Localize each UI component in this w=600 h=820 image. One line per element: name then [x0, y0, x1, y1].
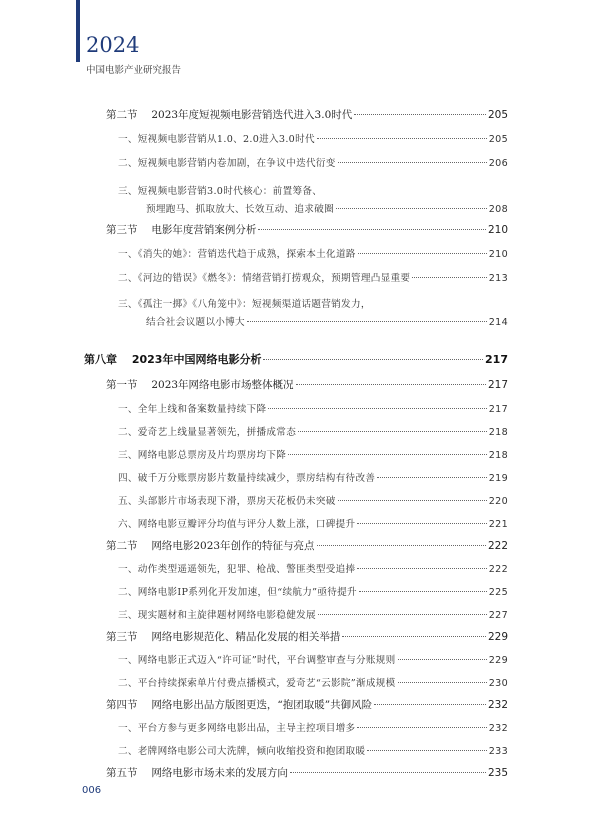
toc-entry-label: 第五节 网络电影市场未来的发展方向 — [106, 767, 288, 779]
toc-entry-page: 206 — [488, 158, 508, 169]
toc-entry[interactable] — [118, 179, 508, 198]
toc-entry[interactable] — [118, 270, 508, 284]
toc-entry-label: 二、短视频电影营销内卷加剧，在争议中迭代衍变 — [118, 158, 336, 169]
toc-leader — [358, 253, 487, 254]
toc-entry[interactable] — [118, 424, 508, 438]
toc-entry-page: 222 — [488, 564, 508, 575]
toc-entry[interactable] — [118, 246, 508, 260]
toc-entry-label: 一、短视频电影营销从1.0、2.0进入3.0时代 — [118, 134, 315, 145]
toc-leader — [268, 408, 486, 409]
toc-entry-page: 227 — [488, 610, 508, 621]
toc-entry-label: 一、动作类型遥遥领先，犯罪、枪战、警匪类型受追捧 — [118, 564, 356, 575]
toc-entry[interactable] — [106, 765, 508, 780]
toc-entry-label: 预埋跑马、抓取放大、长效互动、追求破圈 — [146, 204, 334, 215]
toc-entry-page: 230 — [488, 678, 508, 689]
toc-leader — [247, 321, 487, 322]
toc-entry-page: 205 — [487, 109, 508, 121]
toc-leader — [367, 750, 486, 751]
report-title: 中国电影产业研究报告 — [86, 65, 182, 76]
toc-entry-label: 第三节 电影年度营销案例分析 — [106, 224, 257, 236]
toc-entry-page: 235 — [487, 767, 508, 779]
toc-entry-label: 结合社会议题以小博大 — [146, 317, 245, 328]
toc-leader — [317, 138, 487, 139]
toc-leader — [398, 682, 487, 683]
toc-leader — [317, 545, 486, 546]
toc-entry-label: 三、《孤注一掷》《八角笼中》：短视频渠道话题营销发力， — [118, 299, 371, 310]
toc-entry-label: 一、平台方参与更多网络电影出品，主导主控项目增多 — [118, 723, 356, 734]
toc-entry[interactable] — [146, 314, 508, 328]
toc-entry-label: 第二节 2023年度短视频电影营销迭代进入3.0时代 — [106, 109, 353, 121]
toc-entry-label: 五、头部影片市场表现下滑，票房天花板仍未突破 — [118, 496, 336, 507]
toc-entry[interactable] — [118, 155, 508, 169]
toc-entry-label: 四、破千万分账票房影片数量持续减少，票房结构有待改善 — [118, 473, 376, 484]
toc-leader — [258, 229, 486, 230]
toc-leader — [298, 431, 487, 432]
toc-leader — [342, 636, 486, 637]
toc-entry[interactable] — [118, 447, 508, 461]
toc-leader — [357, 523, 486, 524]
toc-entry[interactable] — [106, 697, 508, 712]
toc-entry-page: 217 — [487, 379, 508, 391]
toc-entry[interactable] — [118, 470, 508, 484]
toc-entry-label: 二、网络电影IP系列化开发加速，但“续航力”亟待提升 — [118, 587, 357, 598]
toc-entry[interactable] — [118, 401, 508, 415]
toc-entry[interactable] — [118, 652, 508, 666]
toc-chapter-page: 217 — [485, 353, 508, 366]
toc-leader — [412, 277, 486, 278]
toc-entry-page: 217 — [488, 404, 508, 415]
toc-leader — [263, 359, 483, 360]
toc-leader — [398, 659, 487, 660]
header-accent-bar — [76, 0, 80, 62]
toc-entry-page: 232 — [487, 699, 508, 711]
toc-chapter-entry[interactable] — [84, 351, 508, 367]
toc-entry[interactable] — [118, 584, 508, 598]
toc-entry[interactable] — [118, 720, 508, 734]
toc-entry-page: 233 — [488, 746, 508, 757]
toc-entry-label: 二、老牌网络电影公司大洗牌，倾向收缩投资和抱团取暖 — [118, 746, 366, 757]
toc-entry-page: 205 — [488, 134, 508, 145]
toc-entry-label: 二、爱奇艺上线量显著领先，拼播成常态 — [118, 427, 297, 438]
toc-entry-page: 208 — [488, 204, 508, 215]
toc-leader — [288, 454, 487, 455]
toc-leader — [359, 591, 487, 592]
toc-entry-page: 229 — [488, 655, 508, 666]
toc-leader — [336, 208, 487, 209]
toc-entry-label: 第三节 网络电影规范化、精品化发展的相关举措 — [106, 631, 341, 643]
toc-entry-page: 210 — [487, 224, 508, 236]
toc-entry-page: 222 — [487, 540, 508, 552]
toc-entry[interactable] — [118, 561, 508, 575]
toc-entry-label: 第二节 网络电影2023年创作的特征与亮点 — [106, 540, 315, 552]
toc-chapter-label: 第八章 2023年中国网络电影分析 — [84, 353, 262, 366]
toc-entry-label: 六、网络电影豆瓣评分均值与评分人数上涨，口碑提升 — [118, 519, 356, 530]
toc-entry[interactable] — [146, 201, 508, 215]
toc-entry[interactable] — [118, 743, 508, 757]
toc-entry-label: 一、网络电影正式迈入“许可证”时代，平台调整审查与分账规则 — [118, 655, 396, 666]
toc-entry-label: 第一节 2023年网络电影市场整体概况 — [106, 379, 294, 391]
toc-entry[interactable] — [118, 607, 508, 621]
toc-entry[interactable] — [106, 629, 508, 644]
toc-entry-label: 第四节 网络电影出品方版图更迭，“抱团取暖”共御风险 — [106, 699, 373, 711]
toc-leader — [357, 568, 486, 569]
toc-entry-page: 213 — [488, 273, 508, 284]
toc-entry-page: 229 — [487, 631, 508, 643]
toc-leader — [377, 477, 487, 478]
toc-leader — [296, 384, 486, 385]
toc-entry-label: 三、现实题材和主旋律题材网络电影稳健发展 — [118, 610, 316, 621]
toc-entry[interactable] — [106, 377, 508, 392]
toc-entry-label: 三、短视频电影营销3.0时代核心：前置筹备、 — [118, 186, 323, 197]
report-year: 2024 — [86, 33, 140, 57]
toc-entry-page: 232 — [488, 723, 508, 734]
toc-entry[interactable] — [118, 493, 508, 507]
toc-leader — [290, 772, 486, 773]
toc-entry[interactable] — [106, 222, 508, 237]
toc-entry-page: 210 — [488, 249, 508, 260]
toc-entry[interactable] — [118, 131, 508, 145]
toc-entry-label: 一、《消失的她》：营销迭代趋于成熟，探索本土化道路 — [118, 249, 356, 260]
toc-entry-page: 218 — [488, 427, 508, 438]
toc-entry-page: 225 — [488, 587, 508, 598]
page-number: 006 — [82, 785, 102, 796]
toc-entry[interactable] — [106, 538, 508, 553]
toc-entry-page: 218 — [488, 450, 508, 461]
toc-entry-page: 214 — [488, 317, 508, 328]
toc-entry[interactable] — [106, 107, 508, 122]
toc-leader — [354, 114, 486, 115]
toc-leader — [357, 727, 486, 728]
toc-entry-label: 三、网络电影总票房及片均票房均下降 — [118, 450, 287, 461]
toc-leader — [374, 704, 486, 705]
toc-entry-page: 220 — [488, 496, 508, 507]
toc-entry[interactable] — [118, 516, 508, 530]
toc-entry-page: 221 — [488, 519, 508, 530]
toc-entry[interactable] — [118, 675, 508, 689]
toc-entry-label: 二、平台持续探索单片付费点播模式，爱奇艺“云影院”渐成规模 — [118, 678, 396, 689]
toc-entry-page: 219 — [488, 473, 508, 484]
toc-entry-label: 一、全年上线和备案数量持续下降 — [118, 404, 267, 415]
toc-entry-label: 二、《河边的错误》《燃冬》：情绪营销打捞观众，预期管理凸显重要 — [118, 273, 411, 284]
toc-leader — [338, 500, 487, 501]
toc-entry[interactable] — [118, 292, 508, 311]
toc-leader — [318, 614, 487, 615]
toc-leader — [338, 162, 487, 163]
